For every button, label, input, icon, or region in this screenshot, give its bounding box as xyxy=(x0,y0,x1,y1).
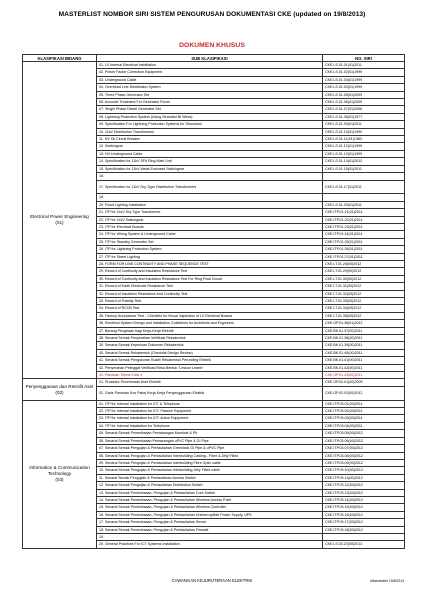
sub-klasifikasi-cell: 40. Senarai Semak Rekabentuk (Checklist Design Review) xyxy=(97,349,323,356)
sub-klasifikasi-cell: 09. Senarai Semak Pengujian & Pentauliahan Interbuilding Fibre Optic cable xyxy=(97,459,323,466)
sub-klasifikasi-cell: 03. ITP for Internal Installation for ICT: Active Equipment xyxy=(97,415,323,422)
no-siri-cell: CKE.LT.01.33(00)2012 xyxy=(323,297,405,304)
sub-klasifikasi-cell: 07. Senarai Semak Pengujian & Pentauliahan Greenlock GI Pipe & uPVC Pipe xyxy=(97,445,323,452)
no-siri-cell: CKE.ITP.01.27(01)2011 xyxy=(323,253,405,260)
no-siri-cell: CKE.ITP.03.03(00)2011 xyxy=(323,415,405,422)
no-siri-cell: CKE.ITP.03.06(00)2012 xyxy=(323,437,405,444)
no-siri-cell: CKE.ITP.03.15(00)2012 xyxy=(323,504,405,511)
sub-klasifikasi-cell: 12. Senarai Semak Pengujian & Pentauliahan Distribution Switch xyxy=(97,482,323,489)
sub-klasifikasi-cell: 10. 11kV Distribution Transformers xyxy=(97,128,323,135)
footer-updated-note: dikemaskini 19/8/2013 xyxy=(370,579,404,583)
sub-klasifikasi-cell: 14. Specification for 11kV SF6 Ring Main Unit xyxy=(97,158,323,165)
sub-klasifikasi-cell: 04. Overhead Line Distribution System xyxy=(97,84,323,91)
no-siri-cell: CKE.ITP.01.25(01)2011 xyxy=(323,238,405,245)
no-siri-cell: CKE.GP.01.43(00)2011 xyxy=(323,372,405,379)
no-siri-cell: CKE.LS.01.05(01)2009 xyxy=(323,91,405,98)
sub-klasifikasi-cell: 11. HV Oil Circuit Breaker xyxy=(97,136,323,143)
no-siri-cell: CKE.LS.01.14(01)2012 xyxy=(323,158,405,165)
header-klasifikasi: KLASIFIKASI BIDANG xyxy=(23,55,97,62)
no-siri-cell: CKE.BK.01.39(00)2011 xyxy=(323,342,405,349)
sub-klasifikasi-cell: 24. ITP for Wiring System & Underground Cable xyxy=(97,231,323,238)
sub-klasifikasi-cell: 02. Power Factor Correction Equipment xyxy=(97,69,323,76)
sub-klasifikasi-cell: 17. Senarai Semak Pemeriksaan, Pengujian & Pentauliahan Server xyxy=(97,519,323,526)
no-siri-cell: CKE.GP.01.36(01)2012 xyxy=(323,320,405,327)
sub-klasifikasi-cell: 17. Specification for 11kV Dry-Type Distribution Transformers xyxy=(97,180,323,194)
sub-klasifikasi-cell: 12. Switchgear xyxy=(97,143,323,150)
sub-klasifikasi-cell: 22. ITP for 11kV Switchgear xyxy=(97,216,323,223)
no-siri-cell: CKE.BK.01.37(00)2011 xyxy=(323,327,405,334)
sub-klasifikasi-cell: 21. ITP for 11kV Dry-Type Transformer xyxy=(97,209,323,216)
sub-klasifikasi-cell: 01. Prosedur Penerimaan Aset Elektrik xyxy=(97,379,323,386)
no-siri-cell: CKE.LS.01.11(01)1983 xyxy=(323,136,405,143)
no-siri-cell: CKE.ITP.03.04(00)2011 xyxy=(323,422,405,429)
sub-klasifikasi-cell: 05. Three Phase Generator Set xyxy=(97,91,323,98)
sub-klasifikasi-cell: 43. Panduan Teknik Edisi 4 xyxy=(97,372,323,379)
sub-klasifikasi-cell: 20. Flood Lighting Installation xyxy=(97,201,323,208)
sub-klasifikasi-cell: 20. General Practices For ICT Systems Installation xyxy=(97,541,323,548)
sub-klasifikasi-cell: 41. Senarai Semak Pengukuran Kualiti Rekabentuk Perunding Elektrik xyxy=(97,357,323,364)
no-siri-cell: CKE.BK.01.41(00)2011 xyxy=(323,357,405,364)
footer-department: CAWANGAN KEJURUTERAAN ELEKTRIK xyxy=(171,578,253,583)
klasifikasi-bidang-cell xyxy=(23,400,97,548)
table-row xyxy=(23,379,405,386)
sub-klasifikasi-cell: 13. HV Underground Cable xyxy=(97,150,323,157)
sub-klasifikasi-cell: 16. Senarai Semak Pemeriksaan, Pengujian & Pentauliahan Uninterruptible Power Supply, UPS xyxy=(97,511,323,518)
no-siri-cell: CKE.ITP.01.22(01)2011 xyxy=(323,216,405,223)
klasifikasi-label-line: Penyenggaraan dan Retrofit Aset xyxy=(25,383,94,389)
klasifikasi-label-line: (03) xyxy=(55,477,64,483)
no-siri-cell: CKE.LT.01.28(00)2012 xyxy=(323,260,405,267)
sub-klasifikasi-cell: 13. Senarai Semak Pemeriksaan, Pengujian & Pentauliahan Core Switch xyxy=(97,489,323,496)
sub-klasifikasi-cell: 42. Penyerahan Pelinggal Verifikasi Reka Bentuk "Lesson Learnt" xyxy=(97,364,323,371)
sub-klasifikasi-cell: 27. ITP for Street Lighting xyxy=(97,253,323,260)
sub-klasifikasi-cell: 15. Specification for 11kV Metal-Enclosed Switchgear xyxy=(97,165,323,172)
sub-klasifikasi-cell: 08. Lightning Protection System (Using Stranded BI Wires) xyxy=(97,113,323,120)
no-siri-cell: CKE.LS.01.13(01)1999 xyxy=(323,150,405,157)
klasifikasi-label-line: Electrical Power Engineering xyxy=(30,214,89,220)
no-siri-cell: CKE.LT.01.34(00)2012 xyxy=(323,305,405,312)
no-siri-cell: CKE.ITP.03.07(00)2012 xyxy=(323,445,405,452)
sub-klasifikasi-cell: 16. xyxy=(97,173,323,180)
no-siri-cell: CKE.ITP.03.17(00)2012 xyxy=(323,519,405,526)
no-siri-cell: CKE.ITP.01.23(01)2011 xyxy=(323,223,405,230)
klasifikasi-label-line: Information & Communication xyxy=(29,465,90,471)
no-siri-cell: CKE.LS.01.15(01)2011 xyxy=(323,165,405,172)
no-siri-cell: CKE.BK.01.40(00)2011 xyxy=(323,349,405,356)
no-siri-cell: CKE.ITP.01.24(01)2011 xyxy=(323,231,405,238)
sub-klasifikasi-cell: 08. Senarai Semak Pengujian & Pentauliahan Interbuilding Cabling - Fiber & Jelly Filled xyxy=(97,452,323,459)
sub-klasifikasi-cell: 18. xyxy=(97,194,323,201)
sub-klasifikasi-cell: 14. Senarai Semak Pemeriksaan, Pengujian & Pentauliahan Wireless Access Point xyxy=(97,496,323,503)
sub-klasifikasi-cell: 30. Record of Continuity and Insulation Resistance Test For Ring Final Circuit xyxy=(97,275,323,282)
no-siri-cell: CKE.GP.02.01(00)2009 xyxy=(323,379,405,386)
klasifikasi-bidang-cell xyxy=(23,379,97,400)
no-siri-cell: CKE.ITP.03.08(00)2012 xyxy=(323,452,405,459)
sub-klasifikasi-cell: 09. Specification For Lightning Protection Systems for Structures xyxy=(97,121,323,128)
no-siri-cell: CKE.ITP.03.02(00)2011 xyxy=(323,408,405,415)
no-siri-cell: CKE.LS.01.03(01)1999 xyxy=(323,76,405,83)
sub-klasifikasi-cell: 31. Record of Earth Electrode Resistance Test xyxy=(97,283,323,290)
no-siri-cell: CKE.ITP.03.09(00)2012 xyxy=(323,459,405,466)
klasifikasi-label-line: (01) xyxy=(55,220,64,226)
no-siri-cell: CKE.GP.02.02(00)2012 xyxy=(323,386,405,400)
sub-klasifikasi-cell: 35. Factory Acceptance Test - Checklist for Visual Inspection of LV Electrical Boards xyxy=(97,312,323,319)
sub-klasifikasi-cell: 33. Record of Polarity Test xyxy=(97,297,323,304)
sub-klasifikasi-cell: 28. FORM FOR LINE CONTINUITY AND PHASE SEQUENCE TEST xyxy=(97,260,323,267)
no-siri-cell: CKE.BK.01.38(00)2011 xyxy=(323,335,405,342)
no-siri-cell: CKE.LT.01.35(00)2012 xyxy=(323,312,405,319)
no-siri-cell: CKE.LT.01.29(00)2012 xyxy=(323,268,405,275)
no-siri-cell xyxy=(323,173,405,180)
no-siri-cell: CKE.LS.01.04(01)1999 xyxy=(323,84,405,91)
no-siri-cell: CKE.ITP.03.05(00)2012 xyxy=(323,430,405,437)
table-row xyxy=(23,400,405,407)
no-siri-cell: CKE.LT.01.32(00)2012 xyxy=(323,290,405,297)
no-siri-cell: CKE.ITP.03.18(00)2012 xyxy=(323,526,405,533)
header-sub-klasifikasi: SUB KLASIFIKASI xyxy=(97,55,323,62)
sub-klasifikasi-cell: 02. Garis Panduan Kos Pakej Kerja-Kerja Penyenggaraan Elektrik xyxy=(97,386,323,400)
sub-klasifikasi-cell: 05. Senarai Semak Pemeriksaan Pemasangan Manhole & Pit xyxy=(97,430,323,437)
table-row xyxy=(23,62,405,69)
sub-klasifikasi-cell: 06. Senarai Semak Pemeriksaan Pemasangan uPVC Pipe & GI Pipe xyxy=(97,437,323,444)
no-siri-cell xyxy=(323,194,405,201)
klasifikasi-label-line: Technology xyxy=(47,471,72,477)
masterlist-table xyxy=(22,54,405,549)
no-siri-cell: CKE.LS.01.09(01)2011 xyxy=(323,121,405,128)
sub-klasifikasi-cell: 01. LV Internal Electrical Installation xyxy=(97,62,323,69)
sub-klasifikasi-cell: 36. Electrical System Design and Installation Guidelines for Architects and Engineers xyxy=(97,320,323,327)
no-siri-cell: CKE.ITP.03.10(00)2012 xyxy=(323,467,405,474)
no-siri-cell xyxy=(323,533,405,540)
sub-klasifikasi-cell: 04. ITP for Internal Installation for Telephone xyxy=(97,422,323,429)
no-siri-cell: CKE.LS.01.10(01)1990 xyxy=(323,128,405,135)
no-siri-cell: CKE.LS.01.12(01)1999 xyxy=(323,143,405,150)
sub-klasifikasi-cell: 23. ITP for Electrical Boards xyxy=(97,223,323,230)
no-siri-cell: CKE.LS.01.02(01)1999 xyxy=(323,69,405,76)
klasifikasi-bidang-cell xyxy=(23,62,97,379)
no-siri-cell: CKE.ITP.03.01(00)2011 xyxy=(323,400,405,407)
sub-klasifikasi-cell: 25. ITP for Standby Generator Set xyxy=(97,238,323,245)
sub-klasifikasi-cell: 01. ITP for Internal Installation for ICT & Telephone xyxy=(97,400,323,407)
sub-klasifikasi-cell: 26. ITP for Lightning Protection System xyxy=(97,246,323,253)
sub-klasifikasi-cell: 10. Senarai Semak Pengujian & Pentauliahan Interbuilding Jelly Filled cable xyxy=(97,467,323,474)
table-body xyxy=(23,62,405,549)
sub-klasifikasi-cell: 18. Senarai Semak Pemeriksaan, Pengujian & Pentauliahan Firewall xyxy=(97,526,323,533)
no-siri-cell: CKE.ITP.03.12(00)2012 xyxy=(323,482,405,489)
no-siri-cell: CKE.LS.01.01(01)2011 xyxy=(323,62,405,69)
sub-klasifikasi-cell: 29. Record of Continuity and Insulation Resistance Test xyxy=(97,268,323,275)
no-siri-cell: CKE.LT.01.30(00)2012 xyxy=(323,275,405,282)
document-title: MASTERLIST NOMBOR SIRI SISTEM PENGURUSAN DOKUMENTASI CKE (updated on 19/8/2013) xyxy=(58,11,366,18)
no-siri-cell: CKE.BK.01.42(00)2011 xyxy=(323,364,405,371)
no-siri-cell: CKE.ITP.03.11(00)2012 xyxy=(323,474,405,481)
sub-klasifikasi-cell: 32. Record of Insulation Resistance And Continuity Test xyxy=(97,290,323,297)
no-siri-cell: CKE.LS.01.06(01)2009 xyxy=(323,99,405,106)
no-siri-cell: CKE.ITP.03.13(00)2012 xyxy=(323,489,405,496)
sub-klasifikasi-cell: 19. xyxy=(97,533,323,540)
no-siri-cell: CKE.ITP.01.26(01)2011 xyxy=(323,246,405,253)
no-siri-cell: CKE.LS.01.20(01)2011 xyxy=(323,201,405,208)
no-siri-cell: CKE.LS.01.08(01)1977 xyxy=(323,113,405,120)
no-siri-cell: CKE.ITP.01.21(01)2011 xyxy=(323,209,405,216)
sub-klasifikasi-cell: 11. Senarai Semak Pengujian & Pentauliahan Access Switch xyxy=(97,474,323,481)
sub-klasifikasi-cell: 39. Senarai Semak Keperluan Dokumen Rekabentuk xyxy=(97,342,323,349)
sub-klasifikasi-cell: 37. Borang Pengiraan bagi Kerja-Kerja Elektrik xyxy=(97,327,323,334)
no-siri-cell: CKE.LS.01.17(01)2011 xyxy=(323,180,405,194)
header-no-siri: NO. SIRI xyxy=(323,55,405,62)
klasifikasi-label-line: (02) xyxy=(55,389,64,395)
sub-klasifikasi-cell: 34. Record of RCCB Test xyxy=(97,305,323,312)
sub-klasifikasi-cell: 38. Senarai Semak Penyerahan Verifikasi Rekabentuk xyxy=(97,335,323,342)
no-siri-cell: CKE.ITP.03.14(00)2012 xyxy=(323,496,405,503)
no-siri-cell: CKE.ITP.03.16(00)2012 xyxy=(323,511,405,518)
no-siri-cell: CKE.LS.01.07(01)2006 xyxy=(323,106,405,113)
sub-klasifikasi-cell: 03. Underground Cable xyxy=(97,76,323,83)
sub-klasifikasi-cell: 06. Acoustic Treatment For Generator Room xyxy=(97,99,323,106)
sub-klasifikasi-cell: 07. Single Phase Diesel Generator Set xyxy=(97,106,323,113)
table-header-row xyxy=(23,55,405,62)
sub-klasifikasi-cell: 02. ITP for Internal Installation for ICT: Passive Equipment xyxy=(97,408,323,415)
no-siri-cell: CKE.LT.01.31(00)2012 xyxy=(323,283,405,290)
no-siri-cell: CKE.LS.03.20(00)2013 xyxy=(323,541,405,548)
sub-klasifikasi-cell: 15. Senarai Semak Pemeriksaan, Pengujian & Pentauliahan Wireless Controller xyxy=(97,504,323,511)
section-subtitle: DOKUMEN KHUSUS xyxy=(179,42,245,49)
